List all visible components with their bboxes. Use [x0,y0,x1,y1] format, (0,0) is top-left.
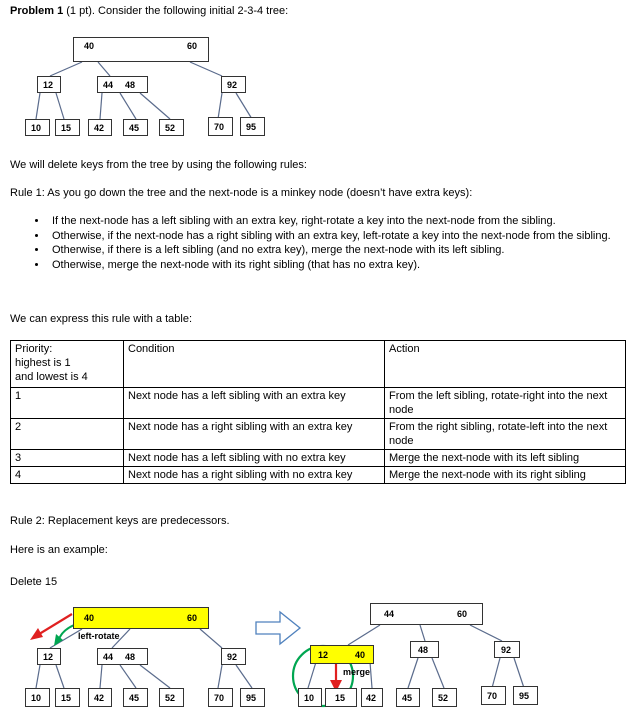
priority-header-line: highest is 1 [15,357,71,369]
example-left-leaf [25,688,50,707]
example-key: 48 [418,645,429,655]
example-key: 52 [165,693,176,703]
example-left-leaf [240,688,265,707]
problem-points: (1 pt). [63,5,95,17]
condition-cell: Next node has a right sibling with no extra key [124,467,385,484]
example-key: 92 [227,652,238,662]
example-right-mid-left-node [310,645,374,664]
example-left-leaf [208,688,233,707]
tree1-key: 12 [43,80,54,90]
condition-cell: Next node has a right sibling with an extra key [124,419,385,450]
example-key: 48 [125,652,136,662]
tree1-root-key-2: 60 [187,41,198,51]
example-key: 12 [318,650,329,660]
example-key: 42 [366,693,377,703]
example-key: 40 [84,613,95,623]
example-key: 10 [304,693,315,703]
example-right-leaf [298,688,322,707]
priority-header-line: Priority: [15,343,53,355]
transition-arrow-icon [256,612,300,644]
problem-prompt: Consider the following initial 2-3-4 tree: [94,5,289,17]
example-key: 40 [355,650,366,660]
example-left-root-node [73,607,209,629]
example-key: 44 [103,652,114,662]
example-key: 45 [402,693,413,703]
tree1-key: 10 [31,123,42,133]
example-left-mid-center-node [97,648,148,665]
example-left-leaf [55,688,80,707]
merge-label: merge [343,667,371,677]
example-key: 70 [487,691,498,701]
rule2-text: Rule 2: Replacement keys are predecessors. [10,515,230,527]
action-cell: From the left sibling, rotate-right into the next node [385,388,626,419]
example-key: 70 [214,693,225,703]
example-key: 12 [43,652,54,662]
example-key: 10 [31,693,42,703]
example-left-mid-left-node [37,648,61,665]
tree1-key: 70 [214,122,225,132]
action-cell: Merge the next-node with its left sibling [385,450,626,467]
intro-text: We will delete keys from the tree by using the following rules: [10,159,307,171]
tree1-key: 48 [125,80,136,90]
action-cell: Merge the next-node with its right sibling [385,467,626,484]
example-key: 52 [438,693,449,703]
tree1-key: 92 [227,80,238,90]
table-intro-text: We can express this rule with a table: [10,313,192,325]
left-rotate-label: left-rotate [78,631,120,641]
tree1-key: 15 [61,123,72,133]
example-key: 44 [384,609,395,619]
action-cell: From the right sibling, rotate-left into the next node [385,419,626,450]
example-key: 15 [61,693,72,703]
example-right-leaf [361,688,383,707]
priority-cell: 1 [11,388,124,419]
rule1-bullet: • Otherwise, if the next-node has a right sibling with an extra key, left-rotate a key into the next-node from the sibling. [48,229,638,244]
example-left-mid-right-node [221,648,246,665]
red-arrow-icon [36,614,72,636]
tree1-root-key-1: 40 [84,41,95,51]
priority-cell: 3 [11,450,124,467]
example-left-leaf [123,688,148,707]
example-right-leaf [396,688,420,707]
tree1-key: 42 [94,123,105,133]
priority-cell: 4 [11,467,124,484]
example-right-leaf [481,686,506,705]
example-right-leaf [513,686,538,705]
example-key: 15 [335,693,346,703]
rule1-bullet: • If the next-node has a left sibling with an extra key, right-rotate a key into the next-node from the sibling. [48,214,638,229]
priority-header-line: and lowest is 4 [15,371,88,383]
problem-title: Problem 1 [10,5,64,17]
action-header: Action [385,341,626,388]
rule1-bullet: • Otherwise, if there is a left sibling (and no extra key), merge the next-node with its left sibling. [48,243,638,258]
tree1-key: 44 [103,80,114,90]
rule1-bullet: • Otherwise, merge the next-node with its right sibling (that has no extra key). [48,258,638,273]
tree1-key: 45 [129,123,140,133]
example-key: 95 [519,691,530,701]
example-key: 45 [129,693,140,703]
example-text: Here is an example: [10,544,108,556]
delete-text: Delete 15 [10,576,58,588]
example-key: 60 [187,613,198,623]
example-right-leaf [432,688,457,707]
condition-cell: Next node has a left sibling with an extra key [124,388,385,419]
example-right-mid-center-node [410,641,439,658]
example-left-leaf [159,688,184,707]
example-key: 60 [457,609,468,619]
example-left-leaf [88,688,112,707]
tree1-key: 95 [246,122,257,132]
condition-header: Condition [124,341,385,388]
condition-cell: Next node has a left sibling with no extra key [124,450,385,467]
example-right-mid-right-node [494,641,520,658]
example-key: 95 [246,693,257,703]
rule1-text: Rule 1: As you go down the tree and the next-node is a minkey node (doesn’t have extra keys): [10,187,473,199]
example-key: 42 [94,693,105,703]
example-right-leaf [325,688,357,707]
example-right-root-node [370,603,483,625]
priority-cell: 2 [11,419,124,450]
example-key: 92 [501,645,512,655]
tree1-key: 52 [165,123,176,133]
